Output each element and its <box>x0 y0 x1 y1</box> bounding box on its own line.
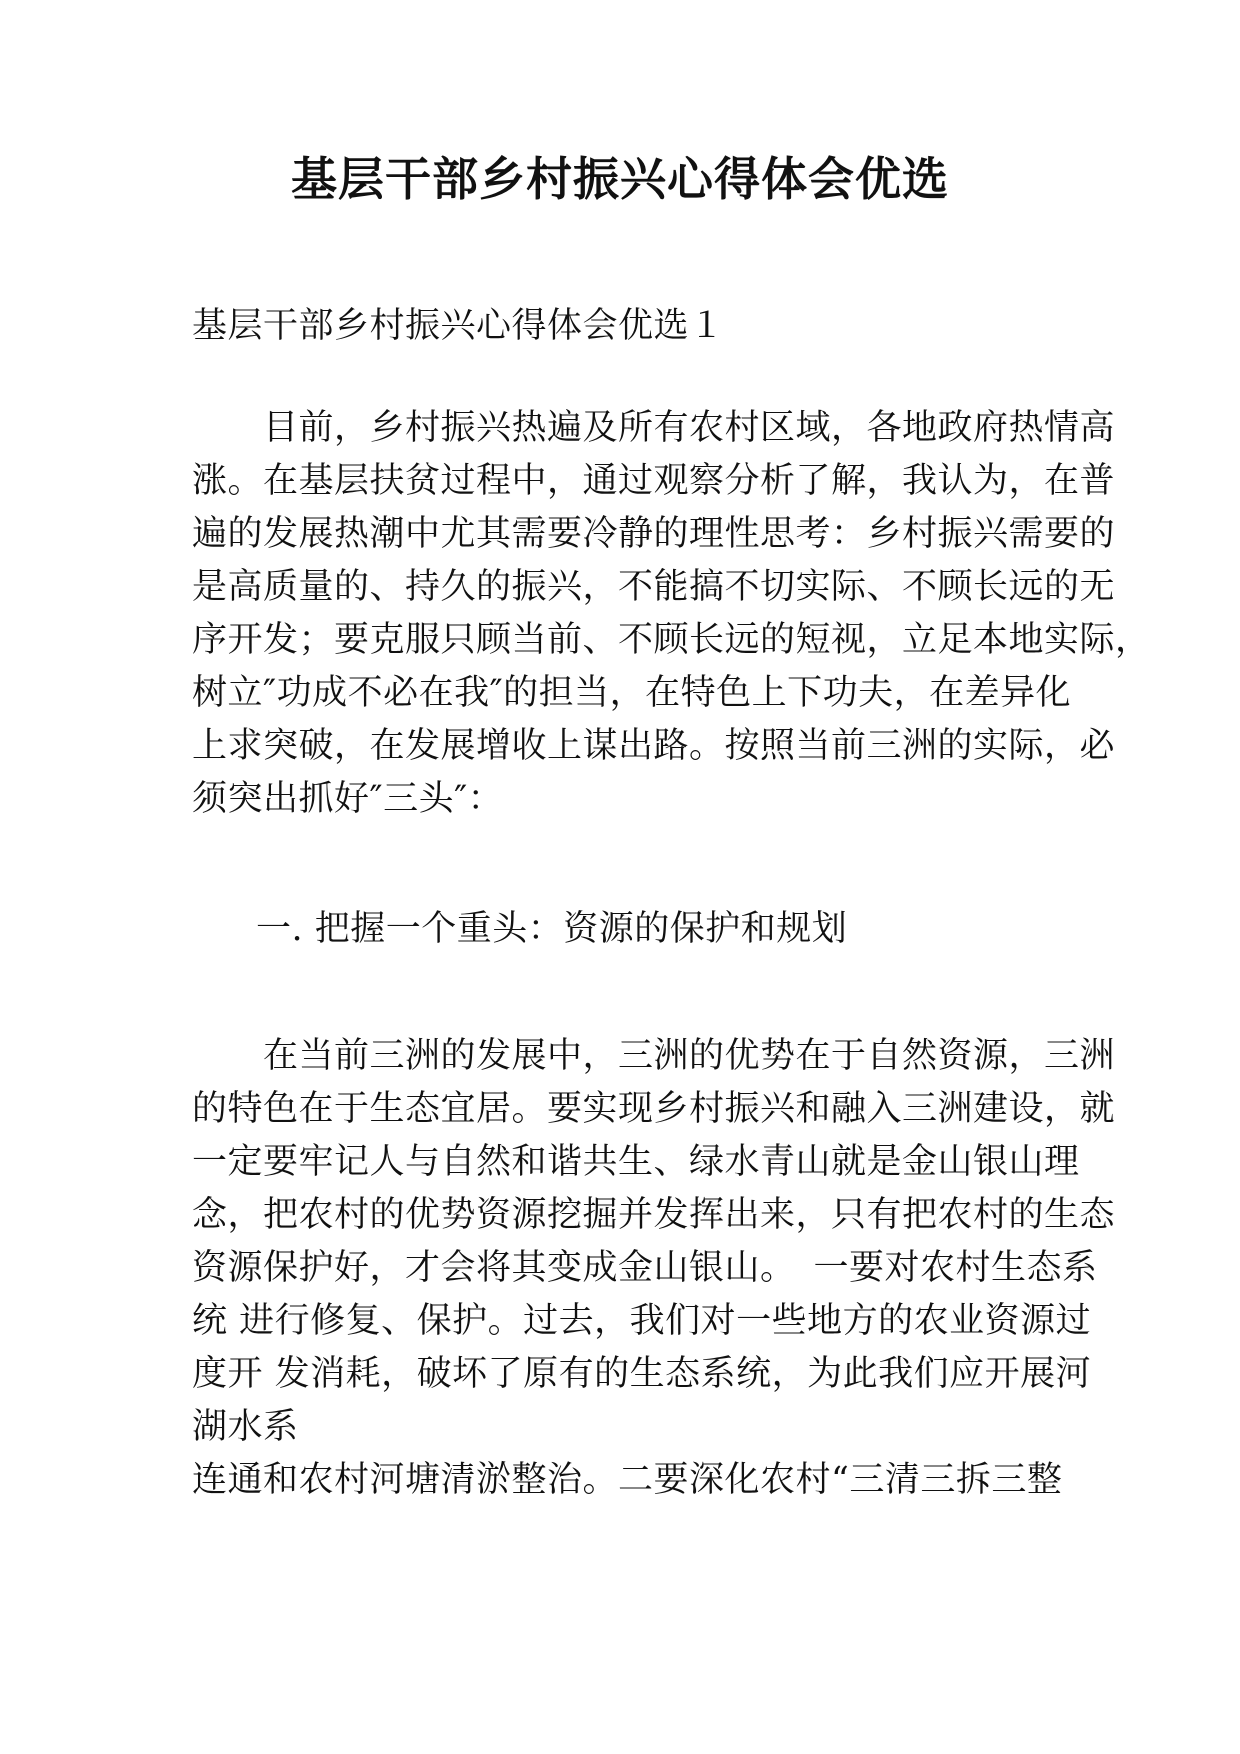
paragraph-2-line-1: 在当前三洲的发展中，三洲的优势在于自然资源，三洲 <box>192 1036 1116 1076</box>
section-subtitle: 基层干部乡村振兴心得体会优选１ <box>192 306 725 346</box>
paragraph-1-line-2: 涨。在基层扶贫过程中，通过观察分析了解，我认为，在普 <box>192 461 1116 501</box>
paragraph-1-line-8: 须突出抓好″三头″： <box>192 779 504 819</box>
paragraph-2-line-8: 湖水系 <box>192 1407 299 1447</box>
paragraph-2-line-5: 资源保护好，才会将其变成金山银山。 一要对农村生态系 <box>192 1248 1098 1288</box>
paragraph-2-line-3: 一定要牢记人与自然和谐共生、绿水青山就是金山银山理 <box>192 1142 1080 1182</box>
document-title: 基层干部乡村振兴心得体会优选 <box>291 152 949 206</box>
paragraph-2-line-9: 连通和农村河塘清淤整治。二要深化农村“三清三拆三整 <box>192 1460 1063 1500</box>
section-heading-1: 一. 把握一个重头：资源的保护和规划 <box>256 909 848 949</box>
paragraph-1-line-4: 是高质量的、持久的振兴，不能搞不切实际、不顾长远的无 <box>192 567 1116 607</box>
paragraph-1-line-6: 树立″功成不必在我″的担当，在特色上下功夫，在差异化 <box>192 673 1072 713</box>
paragraph-2-line-2: 的特色在于生态宜居。要实现乡村振兴和融入三洲建设，就 <box>192 1089 1116 1129</box>
paragraph-1-line-3: 遍的发展热潮中尤其需要冷静的理性思考：乡村振兴需要的 <box>192 514 1116 554</box>
paragraph-2-line-4: 念，把农村的优势资源挖掘并发挥出来，只有把农村的生态 <box>192 1195 1116 1235</box>
paragraph-2-line-6: 统 进行修复、保护。过去，我们对一些地方的农业资源过 <box>192 1301 1092 1341</box>
paragraph-1-line-1: 目前，乡村振兴热遍及所有农村区域，各地政府热情高 <box>192 408 1116 448</box>
paragraph-2-line-7: 度开 发消耗，破坏了原有的生态系统，为此我们应开展河 <box>192 1354 1092 1394</box>
paragraph-1-line-5: 序开发；要克服只顾当前、不顾长远的短视，立足本地实际， <box>192 620 1151 660</box>
paragraph-1-line-7: 上求突破，在发展增收上谋出路。按照当前三洲的实际，必 <box>192 726 1116 766</box>
